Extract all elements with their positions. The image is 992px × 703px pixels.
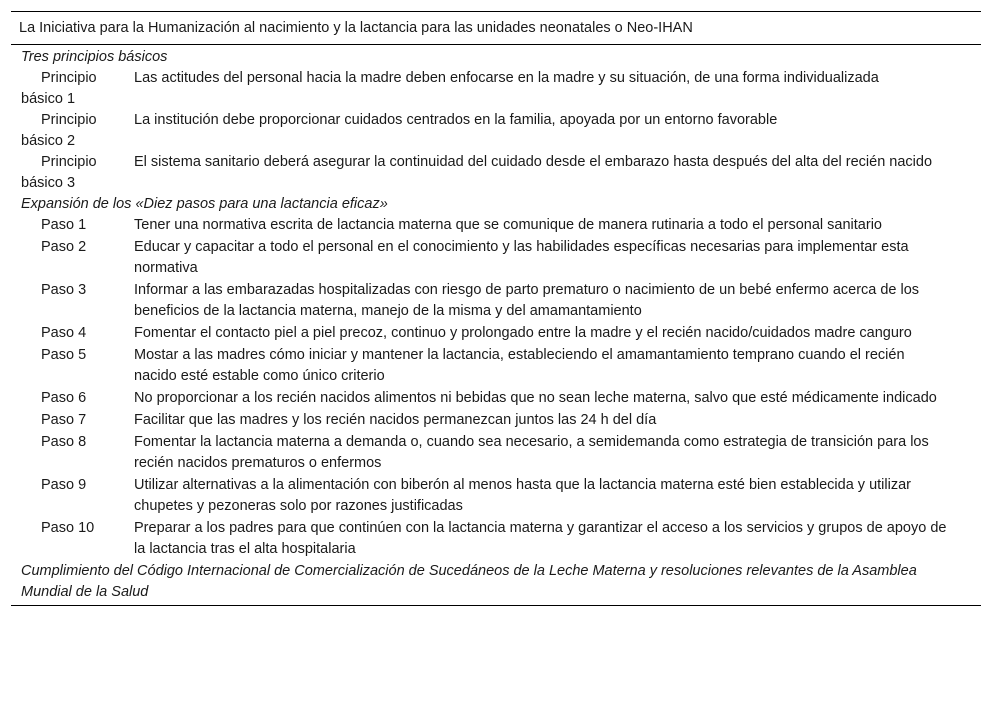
row-text: Tener una normativa escrita de lactancia materna que se comunique de manera rutinaria a todo el personal sanitario bbox=[134, 217, 882, 233]
row-label: Principio básico 3 bbox=[21, 154, 97, 191]
table-row bbox=[11, 215, 981, 236]
row-text: Educar y capacitar a todo el personal en el conocimiento y las habilidades específicas necesarias para implementar esta normativa bbox=[134, 239, 909, 276]
table-header: La Iniciativa para la Humanización al nacimiento y la lactancia para las unidades neonatales o Neo-IHAN bbox=[11, 12, 981, 45]
row-text: Fomentar el contacto piel a piel precoz, continuo y prolongado entre la madre y el recién nacido/cuidados madre canguro bbox=[134, 325, 912, 341]
table-row bbox=[11, 388, 981, 409]
row-label: Paso 6 bbox=[41, 390, 87, 406]
row-label: Paso 2 bbox=[41, 239, 87, 255]
row-label: Paso 7 bbox=[41, 412, 87, 428]
row-label: Paso 5 bbox=[41, 347, 87, 363]
row-text: El sistema sanitario deberá asegurar la continuidad del cuidado desde el embarazo hasta después del alta del recién nacido bbox=[134, 154, 933, 170]
table-row bbox=[11, 323, 981, 344]
table-row bbox=[11, 410, 981, 431]
table-body bbox=[11, 45, 981, 605]
table-row bbox=[11, 68, 981, 110]
row-label: Paso 10 bbox=[41, 520, 95, 536]
table-row bbox=[11, 518, 981, 560]
table-row bbox=[11, 432, 981, 474]
row-text: Utilizar alternativas a la alimentación con biberón al menos hasta que la lactancia materna esté bien establecida y utilizar chupetes y pezoneras solo por razones justificadas bbox=[134, 477, 911, 514]
row-text: La institución debe proporcionar cuidados centrados en la familia, apoyada por un entorno favorable bbox=[134, 112, 778, 128]
table-row bbox=[11, 152, 981, 194]
row-label: Principio básico 2 bbox=[21, 112, 97, 149]
row-label: Paso 9 bbox=[41, 477, 87, 493]
row-text: Fomentar la lactancia materna a demanda o, cuando sea necesario, a semidemanda como estrategia de transición para los recién nacidos prematuros o enfermos bbox=[134, 434, 929, 471]
row-label: Paso 8 bbox=[41, 434, 87, 450]
row-label: Paso 1 bbox=[41, 217, 87, 233]
steps-section-title: Expansión de los «Diez pasos para una lactancia eficaz» bbox=[21, 196, 388, 212]
row-label: Paso 3 bbox=[41, 282, 87, 298]
row-label: Principio básico 1 bbox=[21, 70, 97, 107]
table-row bbox=[11, 110, 981, 152]
principles-section-title: Tres principios básicos bbox=[21, 49, 168, 65]
table-row bbox=[11, 280, 981, 322]
table-row bbox=[11, 475, 981, 517]
row-text: Preparar a los padres para que continúen con la lactancia materna y garantizar el acceso a los servicios y grupos de apoyo de la lactancia tras el alta hospitalaria bbox=[134, 520, 947, 557]
row-text: Facilitar que las madres y los recién nacidos permanezcan juntos las 24 h del día bbox=[134, 412, 657, 428]
row-text: Las actitudes del personal hacia la madre deben enfocarse en la madre y su situación, de una forma individualizada bbox=[134, 70, 879, 86]
neo-ihan-table bbox=[11, 11, 981, 606]
row-text: Informar a las embarazadas hospitalizadas con riesgo de parto prematuro o nacimiento de un bebé enfermo acerca de los beneficios de la lactancia materna, manejo de la misma y del amamantamiento bbox=[134, 282, 920, 319]
row-text: Mostar a las madres cómo iniciar y mantener la lactancia, estableciendo el amamantamiento temprano cuando el recién nacido esté estable como único criterio bbox=[134, 347, 905, 384]
row-text: No proporcionar a los recién nacidos alimentos ni bebidas que no sean leche materna, salvo que esté médicamente indicado bbox=[134, 390, 937, 406]
table-row bbox=[11, 237, 981, 279]
table-row bbox=[11, 345, 981, 387]
code-compliance-footer: Cumplimiento del Código Internacional de Comercialización de Sucedáneos de la Leche Materna y resoluciones relevantes de la Asamblea Mundial de la Salud bbox=[21, 563, 917, 600]
row-label: Paso 4 bbox=[41, 325, 87, 341]
